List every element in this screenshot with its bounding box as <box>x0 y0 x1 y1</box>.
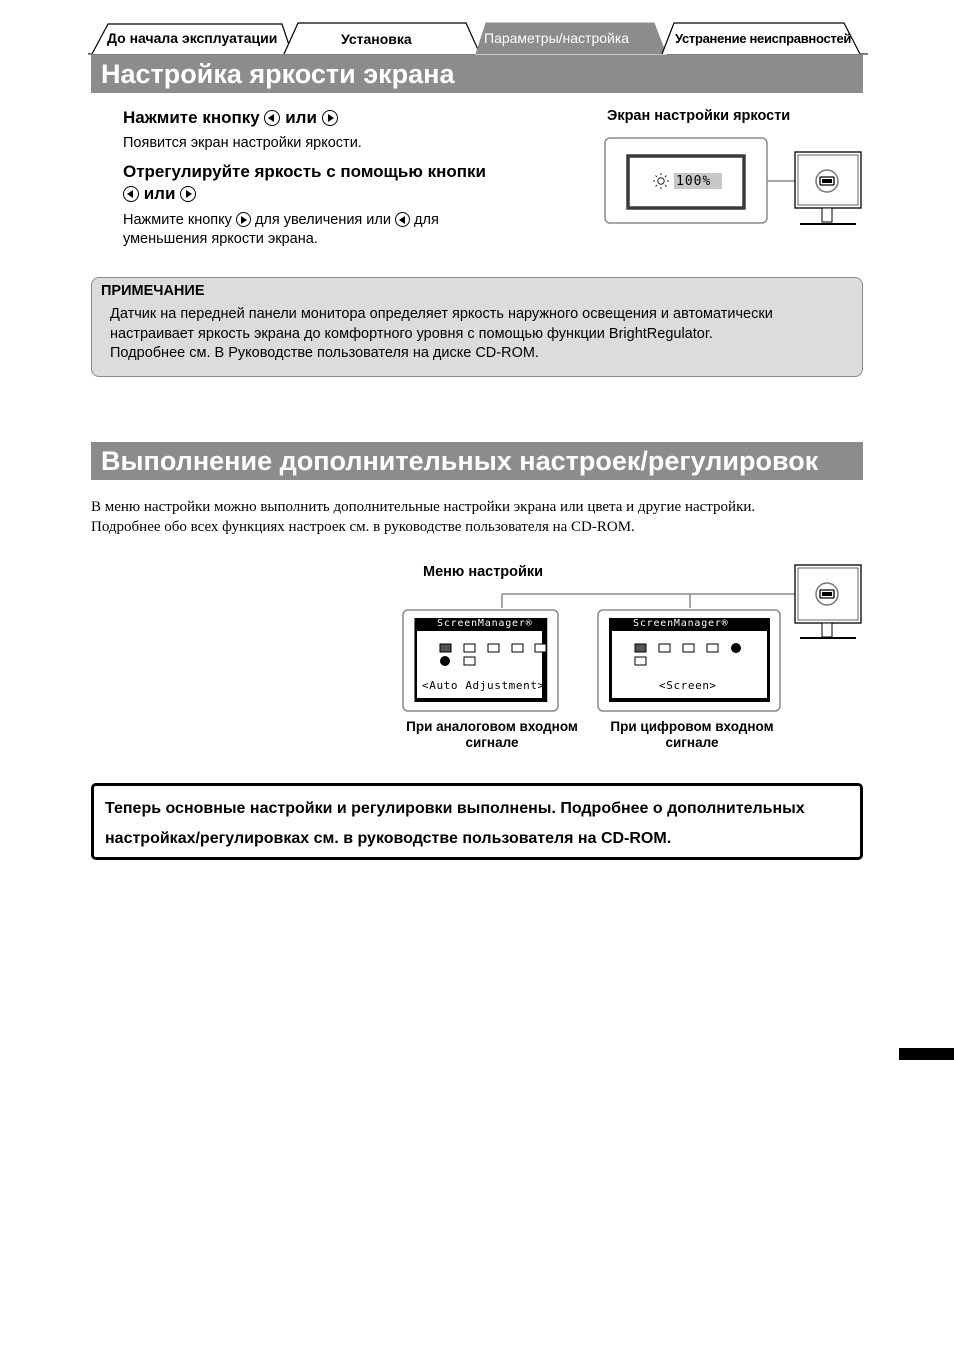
tab-installation[interactable]: Установка <box>341 31 412 47</box>
note-box <box>91 277 863 377</box>
section2-intro: В меню настройки можно выполнить дополнительные настройки экрана или цвета и другие настройки. Подробнее обо всех функциях настроек см. в руководстве пользователя на CD-ROM. <box>91 499 756 535</box>
note-text: Датчик на передней панели монитора определяет яркость наружного освещения и автоматически настраивает яркость экрана до комфортного уровня с помощью функции BrightRegulator. Подробнее см. В Руководстве пользователя на диске CD-ROM. <box>110 306 773 361</box>
note-title: ПРИМЕЧАНИЕ <box>101 283 205 299</box>
page-edge-marker <box>899 1048 954 1060</box>
menu-label: Меню настройки <box>423 564 544 580</box>
right-button-icon <box>236 212 251 227</box>
digital-caption: При цифровом входном сигнале <box>610 719 774 750</box>
tab-troubleshooting[interactable]: Устранение неисправностей <box>675 31 852 46</box>
final-note-box <box>91 783 863 860</box>
monitor-icon <box>795 565 861 638</box>
brightness-screen-illustration <box>600 134 870 230</box>
left-button-icon <box>123 186 139 202</box>
final-note-text: Теперь основные настройки и регулировки выполнены. Подробнее о дополнительных настройках/регулировках см. в руководстве пользователя на CD-ROM. <box>105 800 805 847</box>
brightness-value: 100% <box>676 174 712 189</box>
step1-text: Появится экран настройки яркости. <box>123 135 362 151</box>
step2-text: Нажмите кнопку для увеличения или для уменьшения яркости экрана. <box>123 212 439 247</box>
left-button-icon <box>395 212 410 227</box>
step2-title: Отрегулируйте яркость с помощью кнопки или <box>123 162 486 203</box>
left-button-icon <box>264 110 280 126</box>
right-button-icon <box>180 186 196 202</box>
digital-osd-title: ScreenManager® <box>633 618 729 629</box>
section-title-brightness: Настройка яркости экрана <box>91 55 863 93</box>
analog-caption: При аналоговом входном сигнале <box>406 719 578 750</box>
right-button-icon <box>322 110 338 126</box>
monitor-icon <box>795 152 861 224</box>
tab-getting-started[interactable]: До начала эксплуатации <box>107 30 278 46</box>
section-title-additional-settings: Выполнение дополнительных настроек/регулировок <box>91 442 863 480</box>
tab-setup[interactable]: Параметры/настройка <box>484 30 630 46</box>
digital-osd-item: <Screen> <box>659 679 717 692</box>
analog-osd-item: <Auto Adjustment> <box>422 679 545 692</box>
step1-title: Нажмите кнопку или <box>123 107 338 129</box>
analog-osd-title: ScreenManager® <box>437 618 533 629</box>
brightness-screen-caption: Экран настройки яркости <box>607 108 791 124</box>
